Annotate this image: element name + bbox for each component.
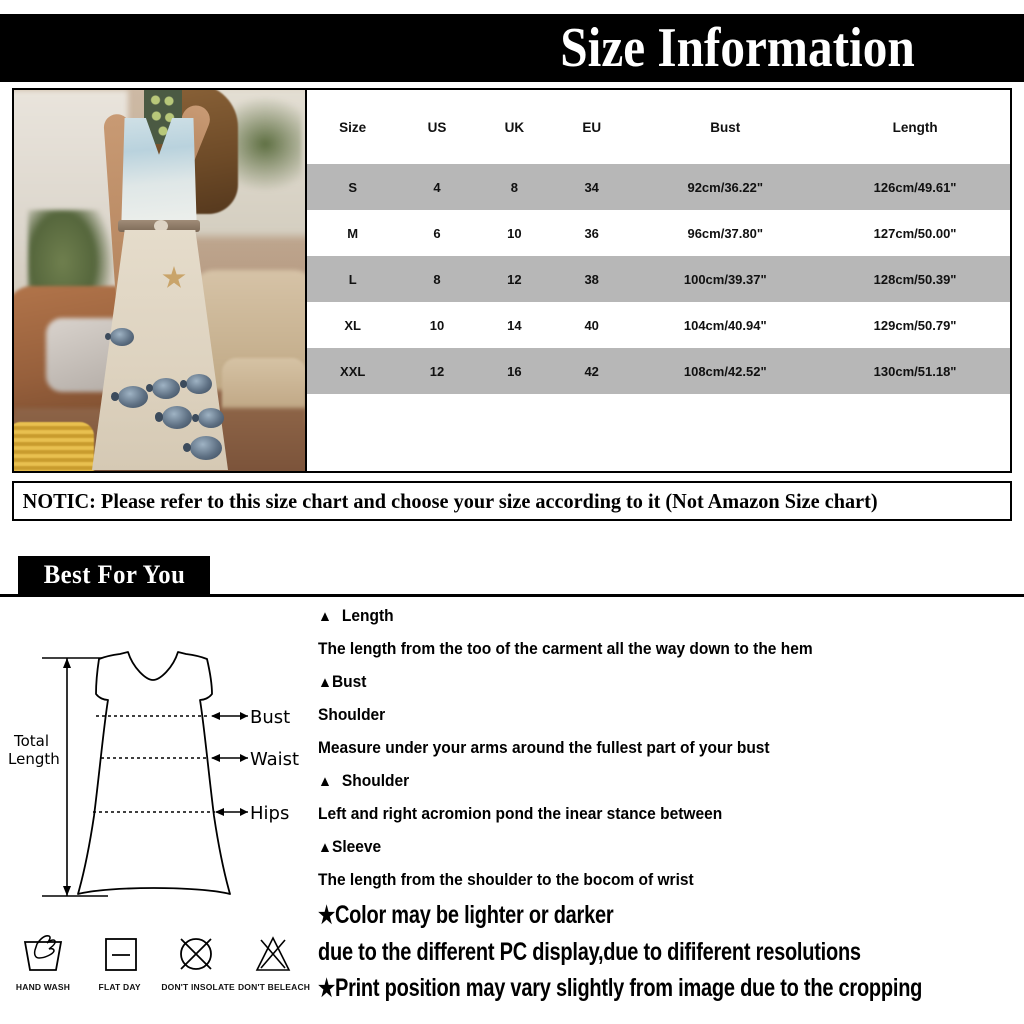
- star-bullet-icon: ★: [318, 902, 335, 929]
- care-item-flat-dry: [85, 930, 155, 992]
- cell-length: 126cm/49.61": [820, 164, 1010, 210]
- notice-text: NOTIC: Please refer to this size chart and choose your size according to it (Not Amazon Size chart): [22, 488, 878, 513]
- best-for-you-banner: [18, 556, 210, 594]
- cell-size: M: [347, 225, 359, 241]
- label-arrows: [212, 716, 248, 812]
- table-row: [307, 210, 1010, 256]
- disclaimer-line: [318, 897, 883, 934]
- cell-bust: 100cm/39.37": [630, 256, 820, 302]
- column-header-us: US: [427, 119, 447, 135]
- photo-turtle-print: [190, 436, 222, 460]
- measurement-line: [318, 699, 982, 732]
- care-instructions-row: [8, 930, 311, 1020]
- disclaimer-line: [318, 970, 923, 1007]
- total-length-label-line2: Length: [8, 750, 60, 768]
- care-item-do-not-bleach: [237, 930, 311, 992]
- cell-length: 129cm/50.79": [873, 317, 957, 333]
- measurement-text: Shoulder: [318, 706, 386, 724]
- cell-uk: 12: [476, 256, 553, 302]
- cell-size: L: [307, 256, 398, 302]
- dress-outline: [78, 652, 230, 894]
- measurement-line: [318, 831, 982, 864]
- cell-us: 10: [429, 317, 445, 333]
- care-item-do-not-insolate: [161, 930, 235, 992]
- total-length-label-line1: Total: [14, 732, 50, 750]
- size-chart-frame: [12, 88, 1012, 473]
- page-title: Size Information: [560, 17, 915, 79]
- disclaimer-text: due to the different PC display,due to dififerent resolutions: [318, 938, 861, 966]
- measurement-text: Bust: [331, 673, 367, 691]
- table-row: [307, 348, 1010, 394]
- cell-us: 4: [398, 164, 475, 210]
- measurement-text: Left and right acromion pond the inear stance between: [318, 805, 723, 823]
- size-table-head: [307, 90, 1010, 164]
- best-for-you-label: Best For You: [43, 560, 185, 589]
- photo-turtle-print: [110, 328, 134, 346]
- measurement-text: Measure under your arms around the fullest part of your bust: [318, 739, 770, 757]
- column-header-eu: EU: [582, 119, 602, 135]
- measurement-text: Sleeve: [331, 838, 382, 856]
- cell-uk: 10: [507, 225, 522, 241]
- cell-uk: 8: [476, 164, 553, 210]
- column-header-bust: Bust: [710, 119, 741, 135]
- measurement-text: The length from the too of the carment all the way down to the hem: [318, 640, 813, 658]
- do-not-bleach-icon: [245, 930, 301, 976]
- size-table-body: [307, 164, 1010, 394]
- column-header-size: Size: [339, 119, 367, 135]
- cell-eu: 34: [553, 164, 630, 210]
- measurement-line: [318, 666, 982, 699]
- notice-banner: [12, 481, 1012, 521]
- care-item-hand-wash: [8, 930, 78, 992]
- cell-eu: 40: [584, 317, 599, 333]
- care-label: HAND WASH: [15, 982, 71, 992]
- star-bullet-icon: ★: [318, 975, 335, 1002]
- photo-basket: [14, 422, 94, 471]
- measurement-text: Shoulder: [341, 772, 410, 790]
- dress-measurement-diagram: [0, 628, 310, 918]
- cell-length: 130cm/51.18": [820, 348, 1010, 394]
- cell-bust: 96cm/37.80": [687, 225, 764, 241]
- cell-bust: 92cm/36.22": [630, 164, 820, 210]
- photo-turtle-print: [152, 378, 180, 399]
- measurement-line: [318, 864, 982, 897]
- measurement-line: [318, 600, 982, 633]
- cell-size: S: [307, 164, 398, 210]
- care-label: DON'T INSOLATE: [161, 982, 235, 992]
- cell-uk: 16: [476, 348, 553, 394]
- cell-size: XXL: [307, 348, 398, 394]
- hips-label: Hips: [250, 803, 290, 824]
- table-row: [307, 256, 1010, 302]
- waist-label: Waist: [250, 749, 300, 770]
- table-row: [307, 302, 1010, 348]
- measurement-text: Length: [341, 607, 394, 625]
- table-row: [307, 164, 1010, 210]
- hand-wash-icon: [15, 930, 71, 976]
- triangle-bullet-icon: ▲: [318, 773, 332, 790]
- size-table: [307, 90, 1010, 394]
- triangle-bullet-icon: ▲: [318, 839, 332, 856]
- measurement-text: The length from the shoulder to the bocom of wrist: [318, 871, 694, 889]
- cell-us: 8: [398, 256, 475, 302]
- triangle-bullet-icon: ▲: [318, 608, 332, 625]
- section-divider: [0, 594, 1024, 597]
- disclaimer-line: [318, 934, 883, 970]
- bust-label: Bust: [250, 707, 291, 728]
- column-header-uk: UK: [504, 119, 525, 135]
- care-label: DON'T BELEACH: [237, 982, 311, 992]
- care-label: FLAT DAY: [98, 982, 141, 992]
- cell-length: 128cm/50.39": [820, 256, 1010, 302]
- arrowhead-up: [63, 658, 71, 668]
- photo-turtle-print: [186, 374, 212, 394]
- cell-eu: 42: [553, 348, 630, 394]
- cell-eu: 36: [584, 225, 599, 241]
- measurement-instructions: [318, 600, 1024, 1007]
- arrowhead-down: [63, 886, 71, 896]
- product-photo-cell: [14, 90, 307, 471]
- measurement-line: [318, 633, 982, 666]
- triangle-bullet-icon: ▲: [318, 674, 332, 691]
- cell-bust: 104cm/40.94": [683, 317, 767, 333]
- measurement-line: [318, 765, 982, 798]
- disclaimer-text: Color may be lighter or darker: [334, 901, 614, 929]
- header-banner: [0, 14, 1024, 82]
- cell-us: 12: [398, 348, 475, 394]
- measurement-line: [318, 798, 982, 831]
- photo-turtle-print: [118, 386, 148, 408]
- table-header-row: [307, 90, 1010, 164]
- product-photo: [14, 90, 305, 471]
- size-table-cell: [307, 90, 1010, 471]
- measurement-line: [318, 732, 982, 765]
- cell-bust: 108cm/42.52": [630, 348, 820, 394]
- cell-uk: 14: [507, 317, 522, 333]
- disclaimer-text: Print position may vary slightly from image due to the cropping: [334, 974, 923, 1002]
- photo-turtle-print: [198, 408, 224, 428]
- cell-size: XL: [344, 317, 361, 333]
- photo-turtle-print: [162, 406, 192, 429]
- do-not-insolate-icon: [168, 930, 224, 976]
- cell-length: 127cm/50.00": [873, 225, 957, 241]
- flat-dry-icon: [92, 930, 148, 976]
- cell-eu: 38: [553, 256, 630, 302]
- cell-us: 6: [433, 225, 441, 241]
- column-header-length: Length: [892, 119, 938, 135]
